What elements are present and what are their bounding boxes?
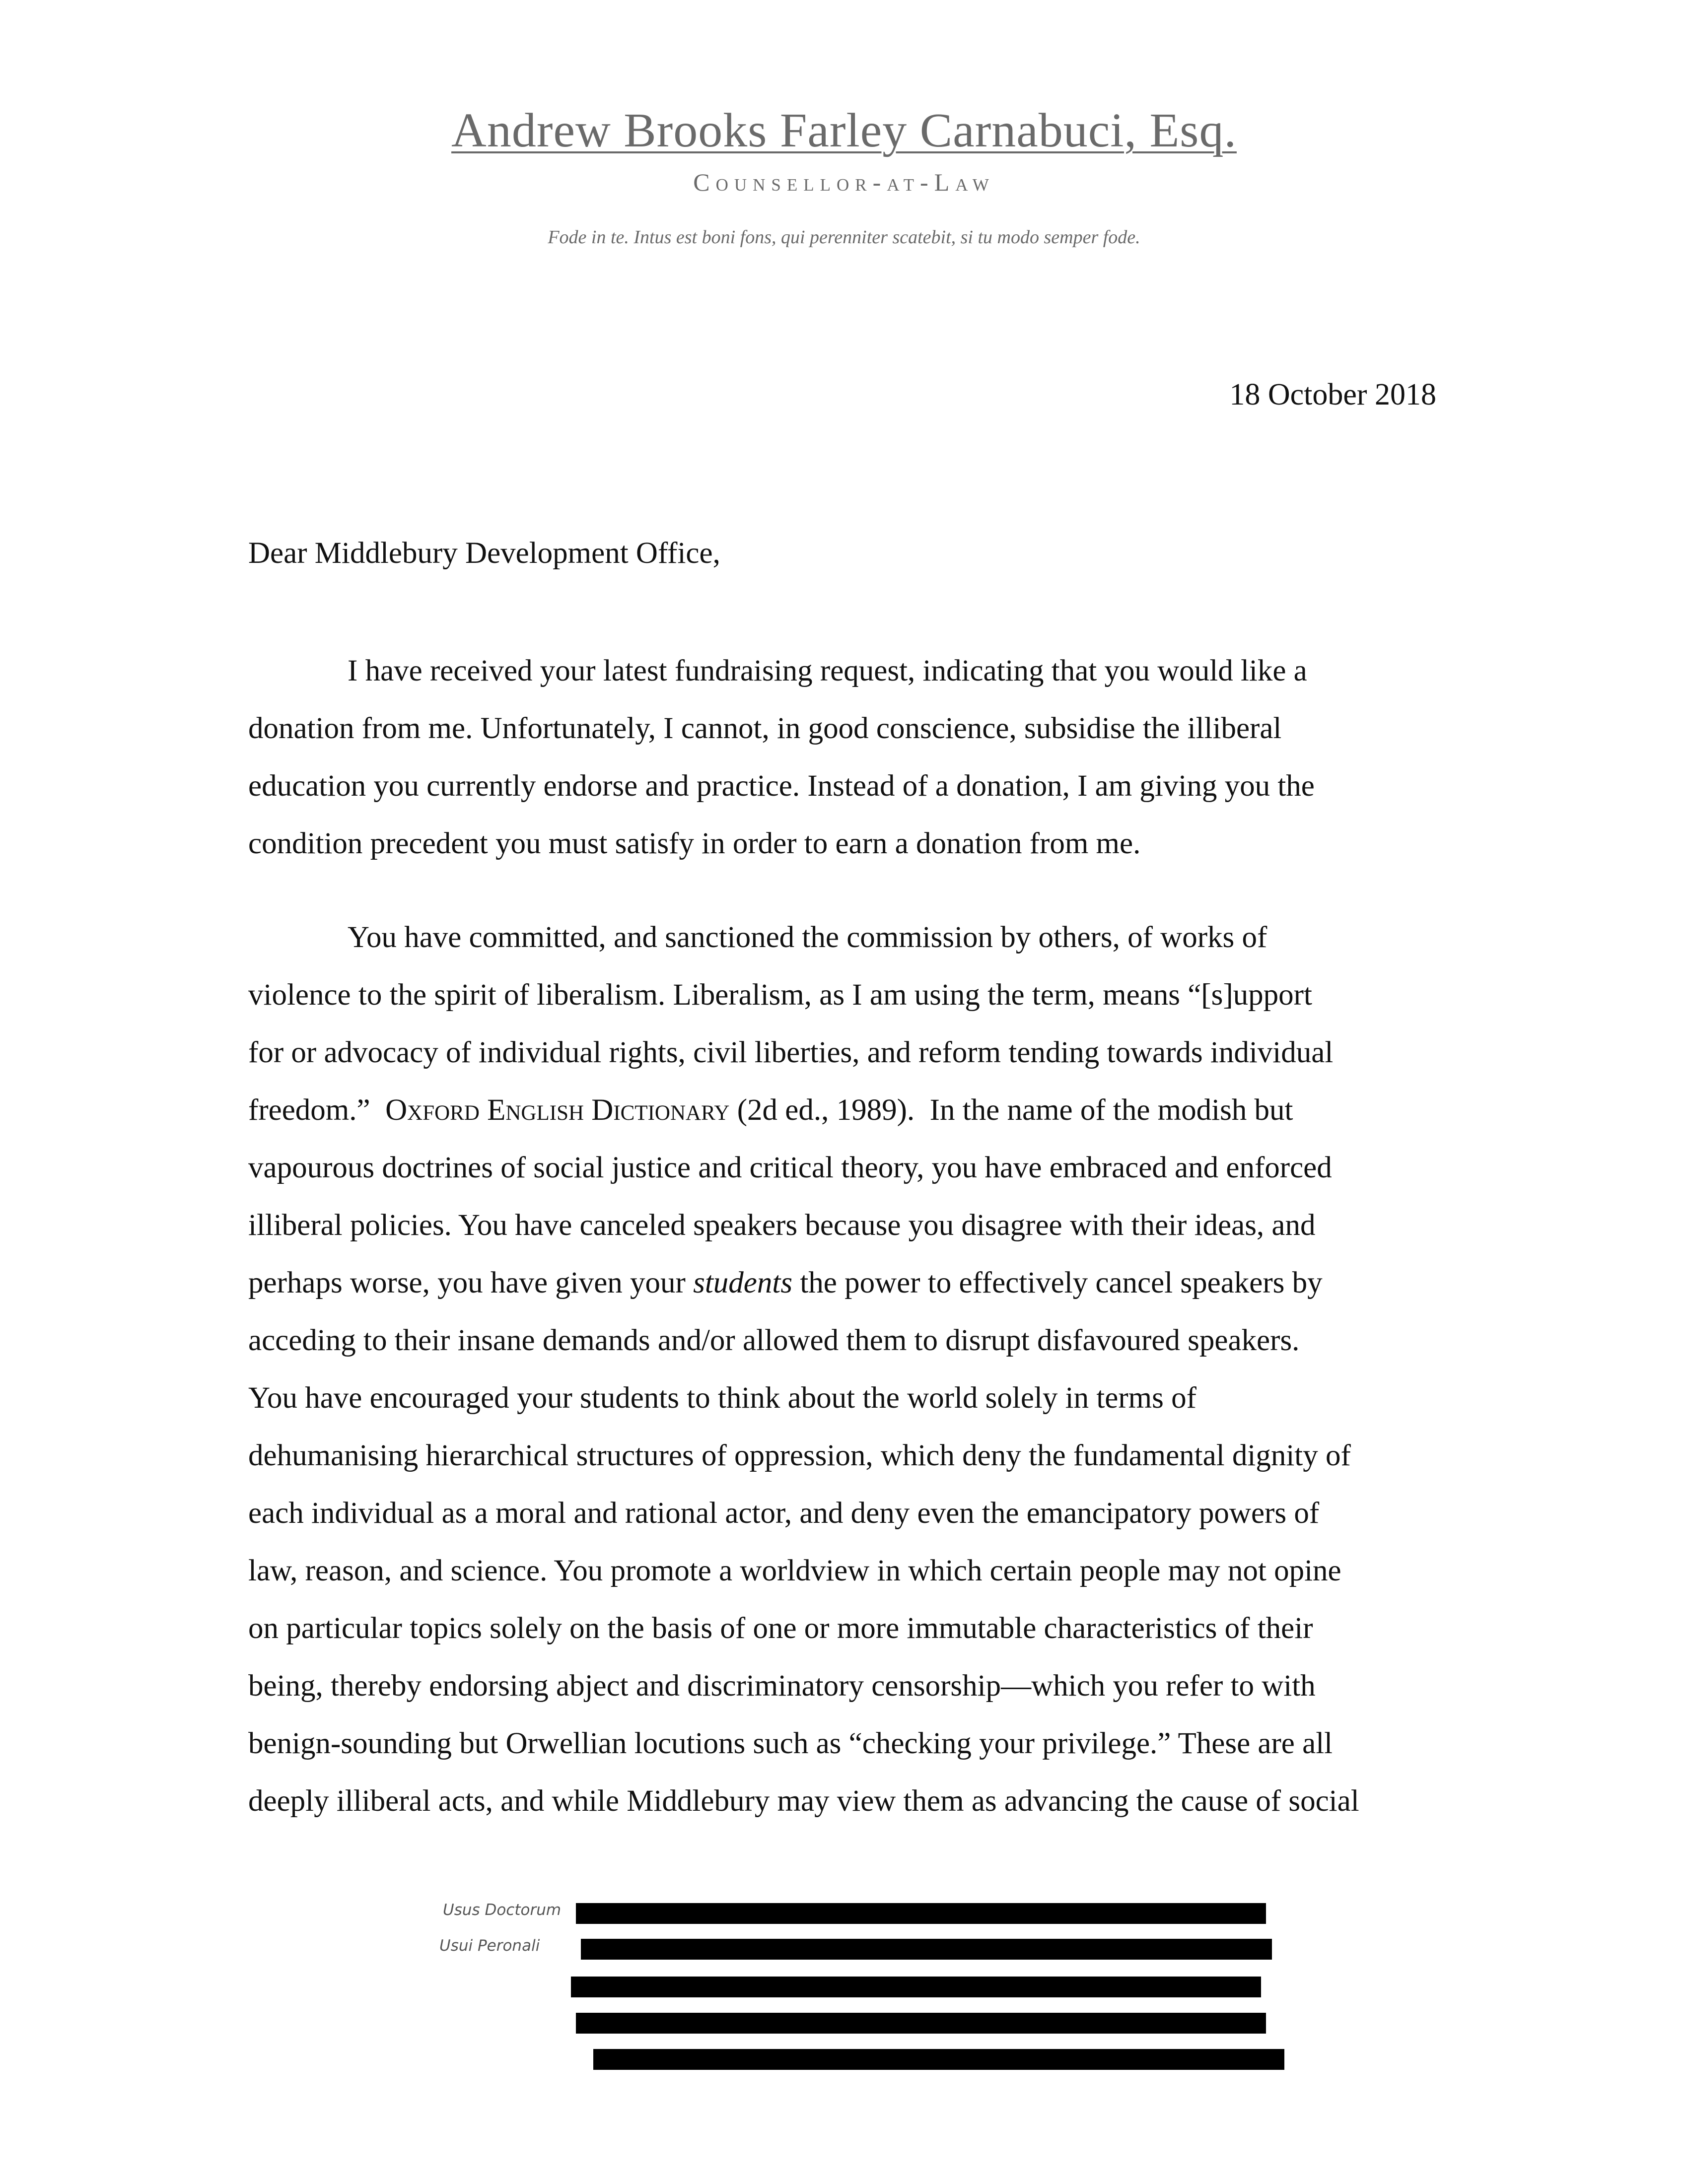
- paragraph-line: illiberal policies. You have canceled speakers because you disagree with their ideas, and: [248, 1209, 1316, 1242]
- paragraph-line: donation from me. Unfortunately, I cannot, in good conscience, subsidise the illiberal: [248, 712, 1282, 746]
- paragraph-line: violence to the spirit of liberalism. Liberalism, as I am using the term, means “[s]upport: [248, 978, 1312, 1012]
- paragraph-line: I have received your latest fundraising request, indicating that you would like a: [348, 654, 1307, 688]
- paragraph-line: condition precedent you must satisfy in order to earn a donation from me.: [248, 827, 1141, 861]
- paragraph-1: [248, 642, 1440, 873]
- paragraph-line: [248, 1082, 1440, 1139]
- paragraph-line: acceding to their insane demands and/or allowed them to disrupt disfavoured speakers.: [248, 1324, 1300, 1358]
- emphasis-students: students: [693, 1266, 793, 1300]
- paragraph-line: law, reason, and science. You promote a worldview in which certain people may not opine: [248, 1554, 1341, 1588]
- paragraph-line: dehumanising hierarchical structures of oppression, which deny the fundamental dignity of: [248, 1439, 1351, 1473]
- redaction-bar: [576, 1903, 1266, 1924]
- line-text: freedom.”: [248, 1093, 386, 1127]
- paragraph-line: You have encouraged your students to think about the world solely in terms of: [248, 1381, 1196, 1415]
- paragraph-line: being, thereby endorsing abject and discriminatory censorship—which you refer to with: [248, 1669, 1316, 1703]
- paragraph-line: education you currently endorse and practice. Instead of a donation, I am giving you the: [248, 769, 1315, 803]
- dictionary-citation: Oxford English Dictionary: [385, 1093, 730, 1127]
- letter-body: [248, 534, 1440, 1866]
- paragraph-line: each individual as a moral and rational actor, and deny even the emancipatory powers of: [248, 1497, 1320, 1530]
- paragraph-line: You have committed, and sanctioned the commission by others, of works of: [348, 921, 1267, 955]
- paragraph-line: for or advocacy of individual rights, civil liberties, and reform tending towards individual: [248, 1036, 1334, 1070]
- paragraph-2: [248, 909, 1440, 1830]
- paragraph-line: on particular topics solely on the basis of one or more immutable characteristics of their: [248, 1612, 1313, 1645]
- footer-label-usus-doctorum: Usus Doctorum: [443, 1901, 562, 1919]
- line-text: (2d ed., 1989). In the name of the modish but: [729, 1093, 1293, 1127]
- footer-label-usui-peronali: Usui Peronali: [439, 1937, 540, 1955]
- redaction-bar: [581, 1939, 1272, 1960]
- footer: [0, 1891, 1688, 2100]
- letterhead-name: Andrew Brooks Farley Carnabuci, Esq.: [451, 104, 1237, 157]
- paragraph-line: [248, 1254, 1440, 1312]
- letterhead-motto: Fode in te. Intus est boni fons, qui perenniter scatebit, si tu modo semper fode.: [548, 226, 1140, 248]
- line-text: perhaps worse, you have given your: [248, 1266, 694, 1300]
- letterhead: [0, 104, 1688, 248]
- paragraph-line: benign-sounding but Orwellian locutions such as “checking your privilege.” These are all: [248, 1727, 1333, 1761]
- redaction-bar: [593, 2049, 1284, 2070]
- redaction-bar: [571, 1977, 1261, 1997]
- redaction-bar: [576, 2013, 1266, 2034]
- salutation: Dear Middlebury Development Office,: [248, 537, 720, 570]
- paragraph-line: deeply illiberal acts, and while Middlebury may view them as advancing the cause of social: [248, 1784, 1359, 1818]
- letterhead-title: Counsellor-at-Law: [693, 168, 995, 196]
- line-text: the power to effectively cancel speakers by: [792, 1266, 1323, 1300]
- paragraph-line: vapourous doctrines of social justice and critical theory, you have embraced and enforced: [248, 1151, 1332, 1185]
- letter-date: 18 October 2018: [1229, 378, 1436, 411]
